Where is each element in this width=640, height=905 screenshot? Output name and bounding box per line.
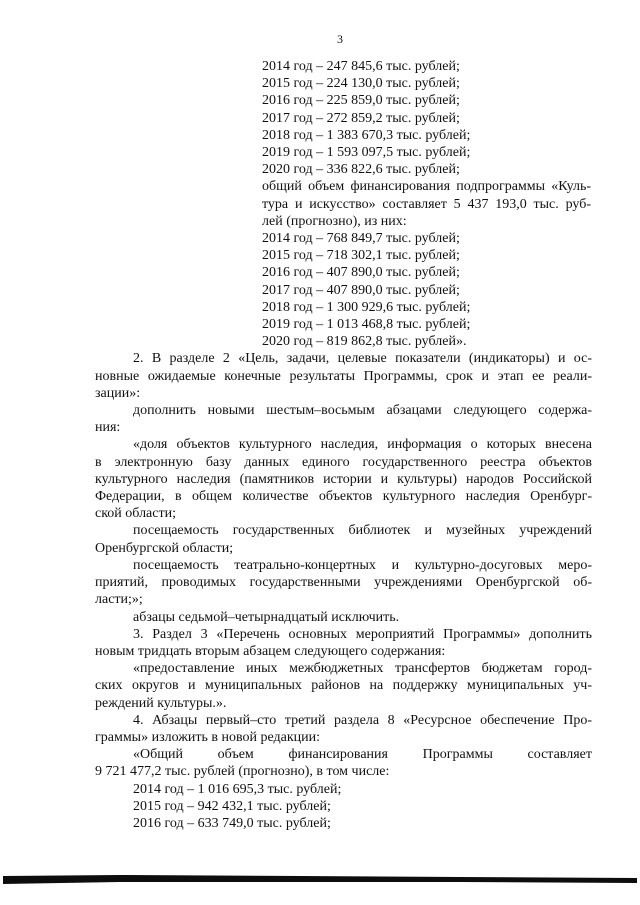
text-line: культурного наследия (памятников истории и культуры) народов Российской	[95, 471, 592, 487]
text-line: посещаемость театрально-концертных и культурно-досуговых меро-	[133, 557, 592, 573]
funding-by-year-line	[262, 144, 591, 161]
text-line: ских округов и муниципальных районов на поддержку муниципальных уч-	[95, 678, 592, 694]
subprogram-funding-block	[262, 58, 591, 350]
text-line: «предоставление иных межбюджетных трансфертов бюджетам город-	[133, 661, 592, 677]
text-line: зации»:	[95, 385, 141, 401]
text-line: 2020 год – 819 862,8 тыс. рублей».	[262, 334, 467, 350]
scan-edge-line	[0, 866, 640, 890]
text-line: 2016 год – 407 890,0 тыс. рублей;	[262, 265, 460, 281]
funding-by-year-line	[95, 798, 592, 815]
text-line: посещаемость государственных библиотек и музейных учреждений	[133, 523, 592, 539]
text-line: ской области;	[95, 506, 176, 522]
text-line: 2017 год – 407 890,0 тыс. рублей;	[262, 282, 460, 298]
text-line: «доля объектов культурного наследия, информация о которых внесена	[133, 437, 592, 453]
funding-by-year-line	[95, 781, 592, 798]
text-line: новым тридцать вторым абзацем следующего содержания:	[95, 643, 446, 659]
text-line: 2019 год – 1 593 097,5 тыс. рублей;	[262, 145, 471, 161]
funding-by-year-line	[262, 127, 591, 144]
document-text	[0, 58, 640, 832]
text-line: в электронную базу данных единого государственного реестра объектов	[95, 454, 592, 470]
text-line: 2016 год – 225 859,0 тыс. рублей;	[262, 93, 460, 109]
text-line: 2. В разделе 2 «Цель, задачи, целевые показатели (индикаторы) и ос-	[133, 351, 592, 367]
text-line: граммы» изложить в новой редакции:	[95, 729, 321, 745]
text-line: лей (прогнозно), из них:	[262, 213, 407, 229]
funding-by-year-line	[262, 299, 591, 316]
text-line: приятий, проводимых государственными учреждениями Оренбургской об-	[95, 575, 592, 591]
document-body	[95, 350, 592, 832]
quoted-indicator-paragraph	[95, 522, 592, 556]
subprogram-funding-total-paragraph	[262, 178, 591, 230]
text-line: дополнить новыми шестым–восьмым абзацами следующего содержа-	[133, 403, 592, 419]
text-line: ласти;»;	[95, 592, 143, 608]
text-line: 2016 год – 633 749,0 тыс. рублей;	[133, 815, 331, 831]
text-line: тура и искусство» составляет 5 437 193,0 тыс. руб-	[262, 196, 591, 212]
quoted-activity-paragraph	[95, 660, 592, 712]
text-line: 2018 год – 1 300 929,6 тыс. рублей;	[262, 299, 471, 315]
text-line: общий объем финансирования подпрограммы «Куль-	[262, 179, 591, 195]
page-number: 3	[337, 32, 343, 46]
quoted-indicator-paragraph	[95, 557, 592, 609]
text-line: 4. Абзацы первый–сто третий раздела 8 «Ресурсное обеспечение Про-	[133, 712, 592, 728]
funding-by-year-line	[262, 316, 591, 333]
funding-by-year-line	[262, 282, 591, 299]
instruction-paragraph	[95, 609, 592, 626]
text-line: 2014 год – 247 845,6 тыс. рублей;	[262, 59, 460, 74]
funding-by-year-line	[262, 110, 591, 127]
funding-by-year-line	[95, 815, 592, 832]
funding-by-year-line	[262, 264, 591, 281]
funding-by-year-line	[262, 230, 591, 247]
text-line: новные ожидаемые конечные результаты Программы, срок и этап ее реали-	[95, 368, 592, 384]
funding-by-year-line	[262, 333, 591, 350]
text-line: 2015 год – 942 432,1 тыс. рублей;	[133, 798, 331, 814]
quoted-indicator-paragraph	[95, 436, 592, 522]
funding-by-year-line	[262, 75, 591, 92]
amendment-item-4	[95, 712, 592, 746]
text-line: 2019 год – 1 013 468,8 тыс. рублей;	[262, 317, 471, 333]
text-line: 2018 год – 1 383 670,3 тыс. рублей;	[262, 127, 471, 143]
text-line: 2014 год – 1 016 695,3 тыс. рублей;	[133, 781, 342, 797]
text-line: 2015 год – 224 130,0 тыс. рублей;	[262, 76, 460, 92]
instruction-paragraph	[95, 402, 592, 436]
amendment-item-3	[95, 626, 592, 660]
funding-by-year-line	[262, 247, 591, 264]
text-line: Федерации, в общем количестве объектов культурного наследия Оренбург-	[95, 489, 592, 505]
text-line: 3. Раздел 3 «Перечень основных мероприятий Программы» дополнить	[133, 626, 592, 642]
text-line: «Общий объем финансирования Программы составляет	[133, 747, 592, 763]
text-line: 2020 год – 336 822,6 тыс. рублей;	[262, 162, 460, 178]
amendment-item-2	[95, 350, 592, 402]
text-line: Оренбургской области;	[95, 540, 234, 556]
text-line: 2017 год – 272 859,2 тыс. рублей;	[262, 110, 460, 126]
text-line: реждений культуры.».	[95, 695, 227, 711]
text-line: 2015 год – 718 302,1 тыс. рублей;	[262, 248, 460, 264]
funding-by-year-line	[262, 92, 591, 109]
text-line: абзацы седьмой–четырнадцатый исключить.	[133, 609, 400, 625]
text-line: 2014 год – 768 849,7 тыс. рублей;	[262, 231, 460, 247]
text-line: ния:	[95, 420, 121, 436]
funding-by-year-line	[262, 161, 591, 178]
text-line: 9 721 477,2 тыс. рублей (прогнозно), в том числе:	[95, 764, 390, 780]
funding-by-year-line	[262, 58, 591, 75]
quoted-funding-total-paragraph	[95, 746, 592, 780]
